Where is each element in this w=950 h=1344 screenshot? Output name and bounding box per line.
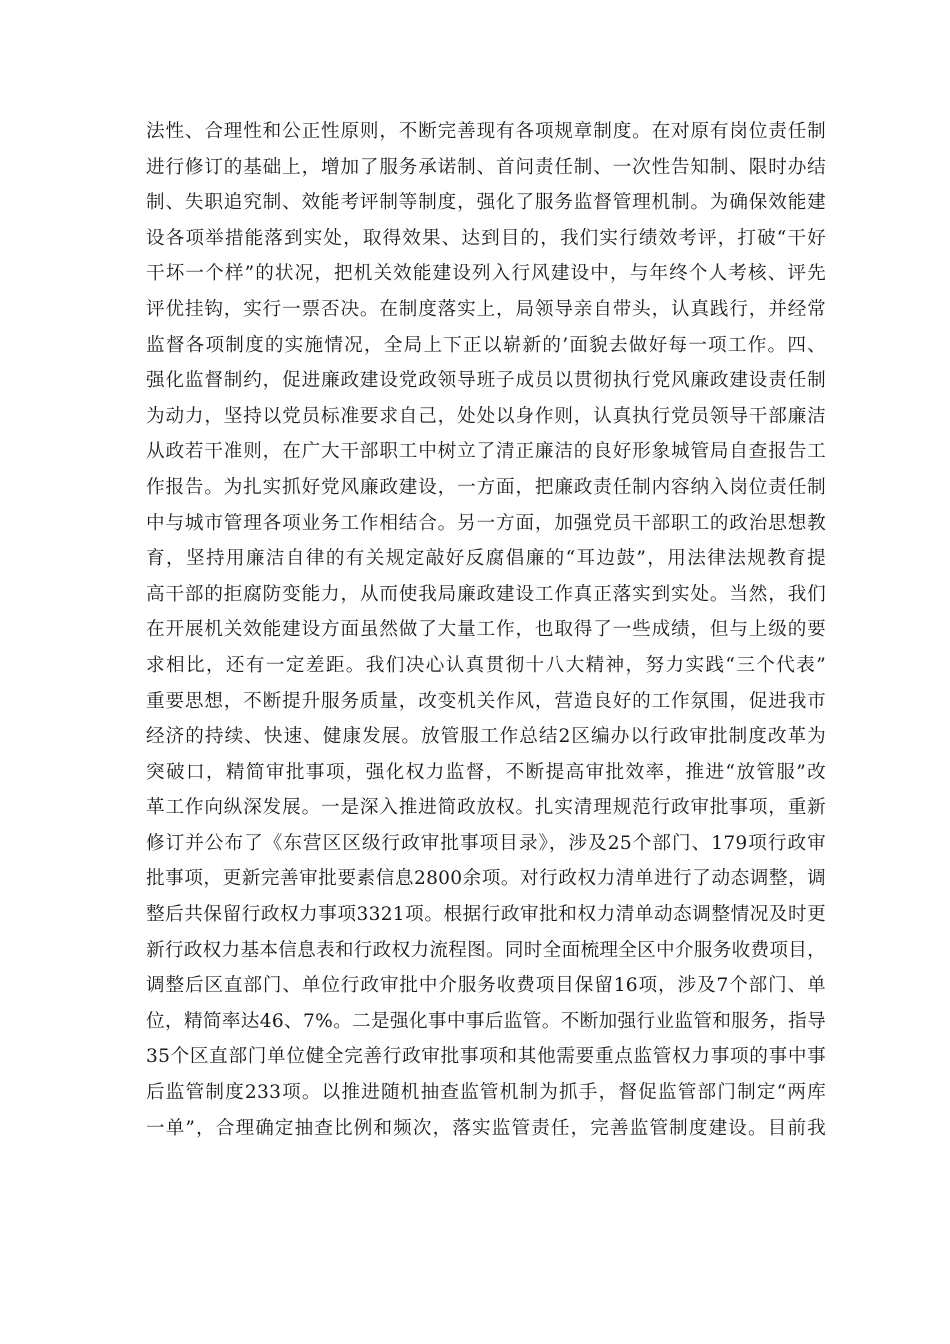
text-line: 作报告。为扎实抓好党风廉政建设，一方面，把廉政责任制内容纳入岗位责任制 — [146, 476, 826, 498]
text-line: 革工作向纵深发展。一是深入推进简政放权。扎实清理规范行政审批事项，重新 — [146, 797, 826, 819]
text-line: 进行修订的基础上，增加了服务承诺制、首问责任制、一次性告知制、限时办结 — [146, 156, 826, 178]
text-line: 强化监督制约，促进廉政建设党政领导班子成员以贯彻执行党风廉政建设责任制 — [146, 370, 826, 392]
text-line: 设各项举措能落到实处，取得效果、达到目的，我们实行绩效考评，打破“干好 — [146, 227, 826, 249]
text-line: 新行政权力基本信息表和行政权力流程图。同时全面梳理全区中介服务收费项目， — [146, 939, 826, 961]
text-line: 位，精简率达46、7%。二是强化事中事后监管。不断加强行业监管和服务，指导 — [146, 1010, 826, 1032]
text-line: 后监管制度233项。以推进随机抽查监管机制为抓手，督促监管部门制定“两库 — [146, 1082, 826, 1104]
text-line: 一单”，合理确定抽查比例和频次，落实监管责任，完善监管制度建设。目前我 — [146, 1117, 826, 1139]
text-line: 整后共保留行政权力事项3321项。根据行政审批和权力清单动态调整情况及时更 — [146, 904, 826, 926]
text-line: 中与城市管理各项业务工作相结合。另一方面，加强党员干部职工的政治思想教 — [146, 512, 826, 534]
text-line: 35个区直部门单位健全完善行政审批事项和其他需要重点监管权力事项的事中事 — [146, 1046, 826, 1068]
text-line: 突破口，精简审批事项，强化权力监督，不断提高审批效率，推进“放管服”改 — [146, 761, 826, 783]
text-line: 在开展机关效能建设方面虽然做了大量工作，也取得了一些成绩，但与上级的要 — [146, 619, 826, 641]
text-line: 调整后区直部门、单位行政审批中介服务收费项目保留16项，涉及7个部门、单 — [146, 975, 826, 997]
text-line: 干坏一个样”的状况，把机关效能建设列入行风建设中，与年终个人考核、评先 — [146, 263, 826, 285]
text-line: 制、失职追究制、效能考评制等制度，强化了服务监督管理机制。为确保效能建 — [146, 192, 826, 214]
text-line: 育，坚持用廉洁自律的有关规定敲好反腐倡廉的“耳边鼓”，用法律法规教育提 — [146, 548, 826, 570]
text-line: 经济的持续、快速、健康发展。放管服工作总结2区编办以行政审批制度改革为 — [146, 726, 826, 748]
text-line: 为动力，坚持以党员标准要求自己，处处以身作则，认真执行党员领导干部廉洁 — [146, 405, 826, 427]
text-line: 评优挂钩，实行一票否决。在制度落实上，局领导亲自带头，认真践行，并经常 — [146, 298, 826, 320]
text-line: 重要思想，不断提升服务质量，改变机关作风，营造良好的工作氛围，促进我市 — [146, 690, 826, 712]
text-line: 法性、合理性和公正性原则，不断完善现有各项规章制度。在对原有岗位责任制 — [146, 121, 826, 142]
text-line: 高干部的拒腐防变能力，从而使我局廉政建设工作真正落实到实处。当然，我们 — [146, 583, 826, 605]
text-line: 监督各项制度的实施情况，全局上下正以崭新的’面貌去做好每一项工作。四、 — [146, 334, 826, 356]
text-line: 从政若干准则，在广大干部职工中树立了清正廉洁的良好形象城管局自查报告工 — [146, 441, 826, 463]
text-line: 修订并公布了《东营区区级行政审批事项目录》，涉及25个部门、179项行政审 — [146, 832, 826, 854]
text-line: 批事项，更新完善审批要素信息2800余项。对行政权力清单进行了动态调整，调 — [146, 868, 826, 890]
body-text — [146, 114, 826, 1146]
text-line: 求相比，还有一定差距。我们决心认真贯彻十八大精神，努力实践“三个代表” — [146, 654, 826, 676]
